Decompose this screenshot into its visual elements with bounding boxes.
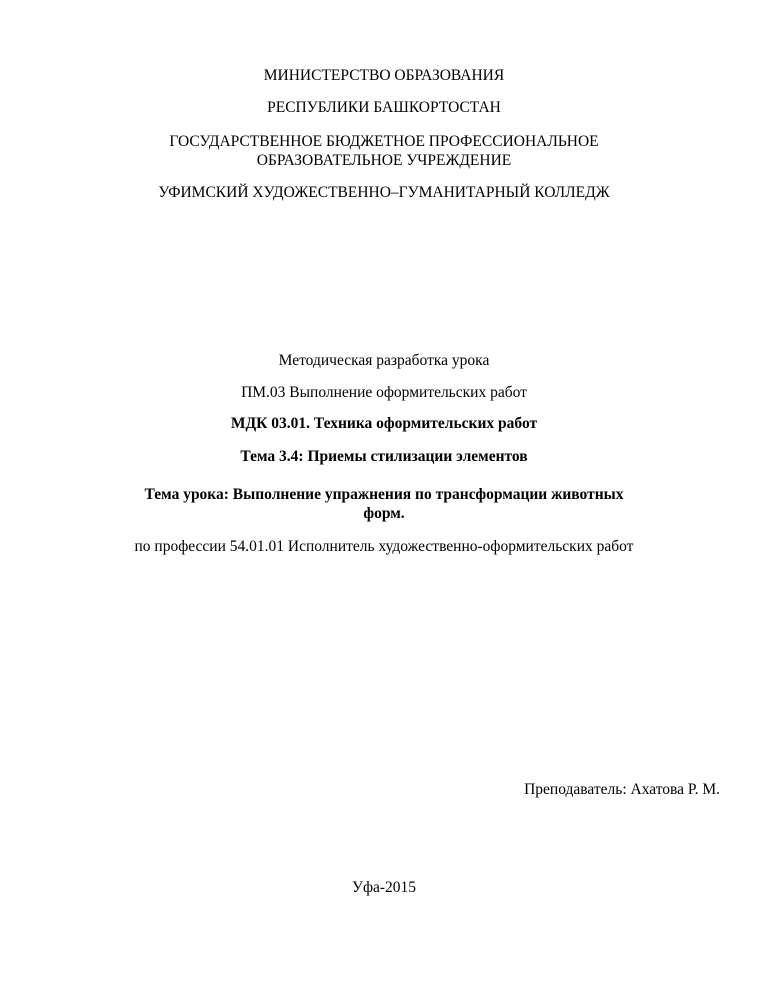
city-year: Уфа-2015 bbox=[351, 879, 417, 896]
profession-line: по профессии 54.01.01 Исполнитель художественно-оформительских работ bbox=[134, 538, 634, 555]
lesson-topic-line-2: форм. bbox=[363, 505, 405, 522]
teacher-name: Преподаватель: Ахатова Р. М. bbox=[524, 781, 720, 798]
ministry-line-1: МИНИСТЕРСТВО ОБРАЗОВАНИЯ bbox=[263, 67, 505, 84]
college-name: УФИМСКИЙ ХУДОЖЕСТВЕННО–ГУМАНИТАРНЫЙ КОЛЛЕДЖ bbox=[158, 184, 610, 201]
lesson-topic-line-1: Тема урока: Выполнение упражнения по трансформации животных bbox=[144, 486, 624, 503]
course-title: МДК 03.01. Техника оформительских работ bbox=[230, 415, 538, 432]
module-title: ПМ.03 Выполнение оформительских работ bbox=[241, 384, 527, 401]
topic-title: Тема 3.4: Приемы стилизации элементов bbox=[240, 448, 528, 465]
institution-line-1: ГОСУДАРСТВЕННОЕ БЮДЖЕТНОЕ ПРОФЕССИОНАЛЬНОЕ bbox=[169, 133, 599, 150]
document-type: Методическая разработка урока bbox=[278, 352, 490, 369]
ministry-line-2: РЕСПУБЛИКИ БАШКОРТОСТАН bbox=[267, 99, 501, 116]
institution-line-2: ОБРАЗОВАТЕЛЬНОЕ УЧРЕЖДЕНИЕ bbox=[256, 152, 512, 169]
